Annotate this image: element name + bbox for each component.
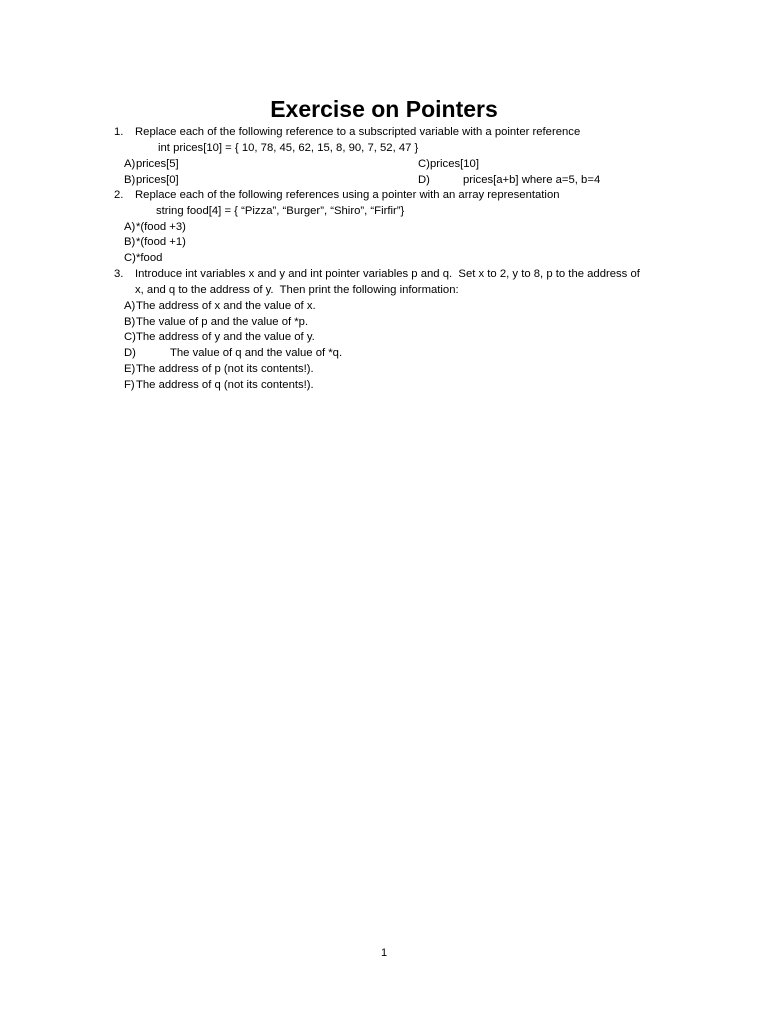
page-number: 1 [380,947,388,959]
option-label: B) [124,316,136,328]
option-text: prices[0] [136,174,179,186]
option-text: prices[5] [136,158,179,170]
option-text: *(food +1) [136,236,186,248]
question-2-number: 2. [114,189,124,201]
question-1-number: 1. [114,126,124,138]
option-label: D) [124,347,136,359]
question-3-text-line-2: x, and q to the address of y. Then print the following information: [135,284,459,296]
option-text: The address of x and the value of x. [136,300,316,312]
option-label: D) [418,174,430,186]
question-3-text-line-1: Introduce int variables x and y and int pointer variables p and q. Set x to 2, y to 8, p to the address of [135,268,640,280]
option-text: prices[a+b] where a=5, b=4 [463,174,601,186]
question-1-code: int prices[10] = { 10, 78, 45, 62, 15, 8, 90, 7, 52, 47 } [158,142,419,154]
option-text: The value of p and the value of *p. [136,316,309,328]
question-2-text: Replace each of the following references using a pointer with an array representation [135,189,560,201]
option-text: *food [136,252,163,264]
question-1-text: Replace each of the following reference to a subscripted variable with a pointer reference [135,126,581,138]
question-2-code: string food[4] = { “Pizza”, “Burger”, “Shiro”, “Firfir”} [156,205,405,217]
option-label: C) [124,252,136,264]
page-title: Exercise on Pointers [270,96,498,122]
option-label: A) [124,158,136,170]
question-3-number: 3. [114,268,124,280]
option-text: The address of p (not its contents!). [136,363,314,375]
option-label: A) [124,221,136,233]
option-label: C) [124,331,136,343]
option-label: B) [124,236,136,248]
option-label: F) [124,379,135,391]
option-text: prices[10] [430,158,479,170]
option-text: The address of y and the value of y. [136,331,315,343]
option-text: The address of q (not its contents!). [136,379,314,391]
option-label: A) [124,300,136,312]
option-label: E) [124,363,136,375]
option-text: The value of q and the value of *q. [170,347,343,359]
option-text: *(food +3) [136,221,186,233]
option-label: B) [124,174,136,186]
option-label: C) [418,158,430,170]
